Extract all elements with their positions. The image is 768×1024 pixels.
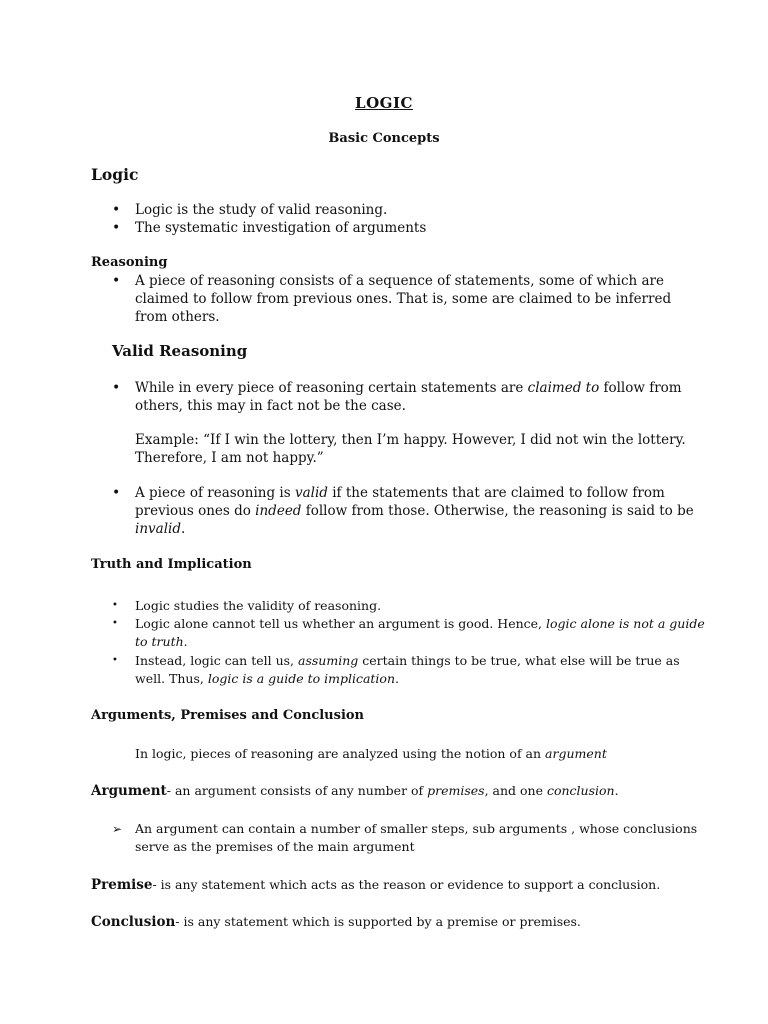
bullet-icon: • <box>112 618 118 629</box>
truth-bullet-2-line-1: Logic alone cannot tell us whether an argument is good. Hence, logic alone is not a guide <box>135 616 705 631</box>
valid-bullet-1-line-2: others, this may in fact not be the case. <box>135 398 406 414</box>
conclusion-definition: Conclusion- is any statement which is supported by a premise or premises. <box>91 914 581 930</box>
argument-definition: Argument- an argument consists of any number of premises, and one conclusion. <box>91 783 619 799</box>
heading-reasoning: Reasoning <box>91 255 168 270</box>
truth-bullet-3-line-1: Instead, logic can tell us, assuming certain things to be true, what else will be true as <box>135 653 680 668</box>
arrow-bullet-icon: ➢ <box>112 822 123 836</box>
arguments-intro: In logic, pieces of reasoning are analyzed using the notion of an argument <box>135 746 607 761</box>
sub-argument-line-1: An argument can contain a number of smaller steps, sub arguments , whose conclusions <box>135 821 698 836</box>
argument-term: Argument <box>91 783 167 799</box>
example-line-2: Therefore, I am not happy.” <box>135 450 324 466</box>
sub-argument-line-2: serve as the premises of the main argument <box>135 839 415 854</box>
truth-bullet-3-line-2: well. Thus, logic is a guide to implication. <box>135 671 399 686</box>
example-line-1: Example: “If I win the lottery, then I’m happy. However, I did not win the lottery. <box>135 432 686 448</box>
reasoning-line-2: claimed to follow from previous ones. That is, some are claimed to be inferred <box>135 291 672 307</box>
document-title: LOGIC <box>355 94 413 112</box>
bullet-icon: • <box>112 380 121 396</box>
logic-bullet-1: Logic is the study of valid reasoning. <box>135 202 388 218</box>
truth-bullet-2-line-2: to truth. <box>135 634 188 649</box>
document-subtitle: Basic Concepts <box>328 131 440 146</box>
reasoning-line-3: from others. <box>135 309 220 325</box>
heading-truth-implication: Truth and Implication <box>91 557 252 572</box>
bullet-icon: • <box>112 655 118 666</box>
heading-logic: Logic <box>91 165 139 184</box>
heading-valid-reasoning: Valid Reasoning <box>112 342 248 360</box>
valid-bullet-2-line-2: previous ones do indeed follow from those. Otherwise, the reasoning is said to be <box>135 503 694 519</box>
bullet-icon: • <box>112 273 121 289</box>
heading-arguments: Arguments, Premises and Conclusion <box>91 708 364 723</box>
conclusion-term: Conclusion <box>91 914 176 930</box>
valid-bullet-1-line-1: While in every piece of reasoning certain statements are claimed to follow from <box>135 380 682 396</box>
bullet-icon: • <box>112 220 121 236</box>
reasoning-line-1: A piece of reasoning consists of a sequence of statements, some of which are <box>135 273 664 289</box>
bullet-icon: • <box>112 485 121 501</box>
valid-bullet-2-line-3: invalid. <box>135 521 186 537</box>
logic-bullet-2: The systematic investigation of arguments <box>135 220 427 236</box>
truth-bullet-1: Logic studies the validity of reasoning. <box>135 598 382 613</box>
premise-definition: Premise- is any statement which acts as the reason or evidence to support a conclusion. <box>91 877 661 893</box>
bullet-icon: • <box>112 202 121 218</box>
valid-bullet-2-line-1: A piece of reasoning is valid if the statements that are claimed to follow from <box>135 485 665 501</box>
premise-term: Premise <box>91 877 153 893</box>
bullet-icon: • <box>112 600 118 611</box>
